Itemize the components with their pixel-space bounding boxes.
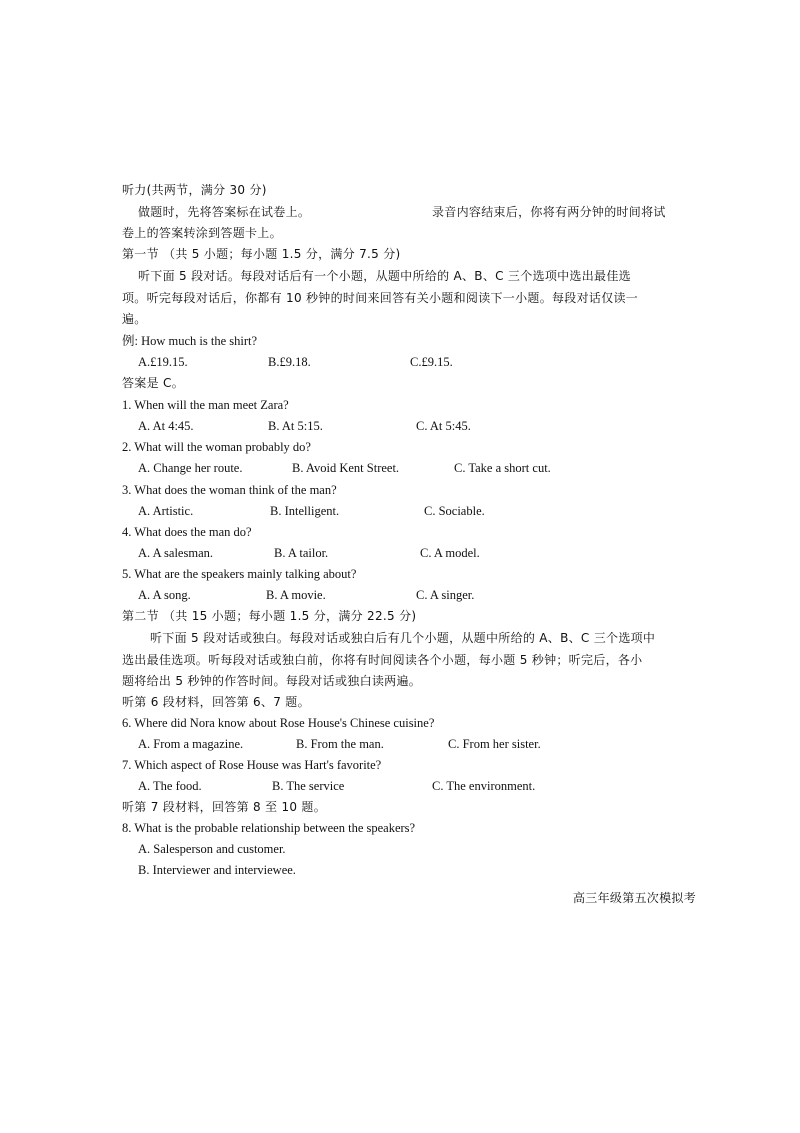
- section2-header: 第二节 （共 15 小题；每小题 1.5 分，满分 22.5 分): [122, 609, 417, 623]
- instructions-part2: 录音内容结束后，你将有两分钟的时间将试: [432, 205, 666, 219]
- section2-desc-line2: 选出最佳选项。听每段对话或独白前，你将有时间阅读各个小题，每小题 5 秒钟；听完后，各小: [122, 653, 643, 667]
- example-option-b: B.£9.18.: [268, 355, 311, 369]
- instructions-part3: 卷上的答案转涂到答题卡上。: [122, 226, 282, 240]
- material-6-label: 听第 6 段材料，回答第 6、7 题。: [122, 695, 310, 709]
- question-4: 4. What does the man do?: [122, 525, 252, 539]
- section1-desc-line1: 听下面 5 段对话。每段对话后有一个小题，从题中所给的 A、B、C 三个选项中选出最佳选: [138, 269, 631, 283]
- question-2-option-c: C. Take a short cut.: [454, 461, 551, 475]
- material-7-label: 听第 7 段材料，回答第 8 至 10 题。: [122, 800, 327, 814]
- question-7-option-a: A. The food.: [138, 779, 202, 793]
- question-5: 5. What are the speakers mainly talking about?: [122, 567, 357, 581]
- question-6-option-c: C. From her sister.: [448, 737, 541, 751]
- question-7: 7. Which aspect of Rose House was Hart's favorite?: [122, 758, 382, 772]
- question-4-option-a: A. A salesman.: [138, 546, 213, 560]
- question-8-option-b: B. Interviewer and interviewee.: [138, 863, 296, 877]
- question-5-option-c: C. A singer.: [416, 588, 475, 602]
- question-7-option-b: B. The service: [272, 779, 345, 793]
- question-5-option-b: B. A movie.: [266, 588, 326, 602]
- question-2: 2. What will the woman probably do?: [122, 440, 311, 454]
- question-3-option-c: C. Sociable.: [424, 504, 485, 518]
- section2-desc-line3: 题将给出 5 秒钟的作答时间。每段对话或独白读两遍。: [122, 674, 422, 688]
- section-title: 听力(共两节，满分 30 分): [122, 183, 267, 197]
- question-1: 1. When will the man meet Zara?: [122, 398, 289, 412]
- question-4-option-c: C. A model.: [420, 546, 480, 560]
- question-3: 3. What does the woman think of the man?: [122, 483, 337, 497]
- question-5-option-a: A. A song.: [138, 588, 191, 602]
- section1-desc-line3: 遍。: [122, 312, 147, 326]
- question-4-option-b: B. A tailor.: [274, 546, 329, 560]
- question-3-option-a: A. Artistic.: [138, 504, 194, 518]
- example-answer: 答案是 C。: [122, 376, 184, 390]
- example-question: 例: How much is the shirt?: [122, 334, 258, 348]
- question-1-option-a: A. At 4:45.: [138, 419, 194, 433]
- page-footer: 高三年级第五次模拟考: [573, 891, 697, 905]
- question-2-option-a: A. Change her route.: [138, 461, 243, 475]
- instructions-part1: 做题时，先将答案标在试卷上。: [138, 205, 311, 219]
- question-7-option-c: C. The environment.: [432, 779, 536, 793]
- question-8-option-a: A. Salesperson and customer.: [138, 842, 286, 856]
- question-1-option-c: C. At 5:45.: [416, 419, 471, 433]
- question-3-option-b: B. Intelligent.: [270, 504, 340, 518]
- question-6: 6. Where did Nora know about Rose House's Chinese cuisine?: [122, 716, 435, 730]
- section1-header: 第一节 （共 5 小题；每小题 1.5 分，满分 7.5 分): [122, 247, 401, 261]
- question-1-option-b: B. At 5:15.: [268, 419, 323, 433]
- question-2-option-b: B. Avoid Kent Street.: [292, 461, 400, 475]
- example-option-a: A.£19.15.: [138, 355, 188, 369]
- question-6-option-a: A. From a magazine.: [138, 737, 244, 751]
- question-6-option-b: B. From the man.: [296, 737, 384, 751]
- question-8: 8. What is the probable relationship between the speakers?: [122, 821, 416, 835]
- example-option-c: C.£9.15.: [410, 355, 453, 369]
- section2-desc-line1: 听下面 5 段对话或独白。每段对话或独白后有几个小题，从题中所给的 A、B、C 三个选项中: [150, 631, 656, 645]
- section1-desc-line2: 项。听完每段对话后，你都有 10 秒钟的时间来回答有关小题和阅读下一小题。每段对话仅读一: [122, 291, 639, 305]
